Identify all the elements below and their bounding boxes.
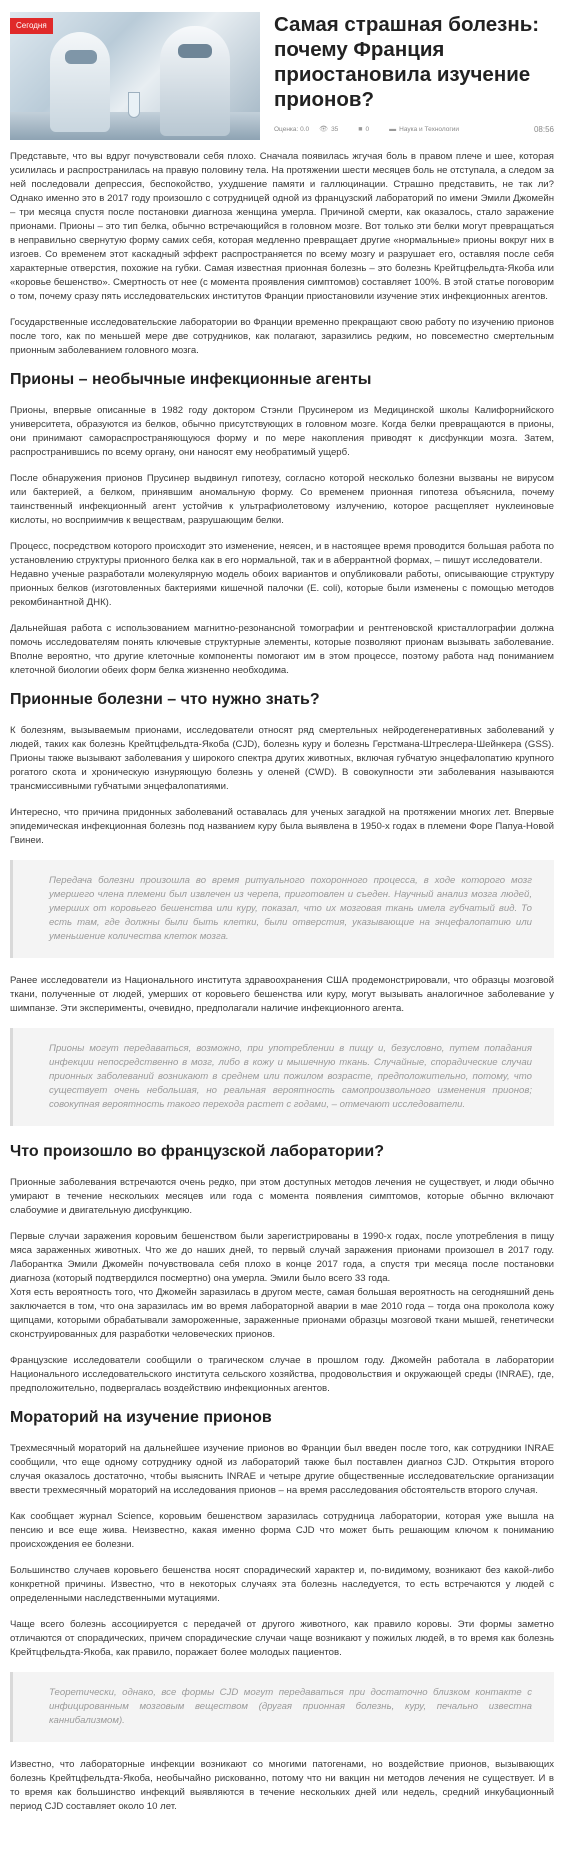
paragraph: Ранее исследователи из Национального института здравоохранения США продемонстрировали, что образцы мозговой ткани, полученные от людей, умерших от коровьего бешенства или куру, могут вызывать аналогичное заболевание у шимпанзе. Эти эксперименты, очевидно, предполагали наличие инфекционного агента. (10, 975, 554, 1014)
paragraph: Чаще всего болезнь ассоциируется с передачей от другого животного, как правило коровы. Эти формы заметно отличаются от спорадических, причем спорадические случаи чаще возникают у пожилых людей, в то время как болезнь Крейтцфельдта-Якоба, как правило, поражает более молодых пациентов. (10, 1619, 554, 1658)
eye-icon: 👁 (319, 126, 329, 133)
comment-icon: ■ (358, 126, 363, 133)
section-heading: Прионные болезни – что нужно знать? (10, 691, 320, 708)
section-heading: Мораторий на изучение прионов (10, 1409, 272, 1426)
paragraph: Хотя есть вероятность того, что Джомейн заразилась в другом месте, самая большая вероятность на сегодняшний день заключается в том, что она заразилась им во время лабораторной аварии в мае 2010 года – тогда она проколола кожу щипцами, которыми обрабатывали замороженные, зараженные прионами образцы мозговой ткани мышей, генетически сконструированных для разработки человеческих прионов. (10, 1287, 554, 1340)
paragraph: Большинство случаев коровьего бешенства носят спорадический характер и, по-видимому, возникают без какой-либо конкретной причины. Известно, что в некоторых случаях эта болезнь наследуется, то есть встречаются у людей с определенными наследственными мутациями. (10, 1565, 554, 1604)
article-image[interactable] (10, 12, 260, 140)
article-meta (274, 124, 554, 136)
blockquote (10, 1672, 554, 1742)
blockquote (10, 1028, 554, 1126)
paragraph: Трехмесячный мораторий на дальнейшее изучение прионов во Франции был введен после того, как сотрудники INRAE сообщили, что еще одному сотруднику одной из лабораторий также был поставлен диагноз CJD. Открытия второго случая оказалось достаточно, чтобы выяснить INRAE и четыре другие общественные исследовательские организации ввести трехмесячный мораторий на исследования прионов – на время расследования обстоятельств второго случая. (10, 1443, 554, 1496)
publish-time: 08:56 (533, 125, 554, 134)
quote-text: Передача болезни произошла во время ритуального похоронного процесса, в ходе которого мозг умершего члена племени был извлечен из черепа, приготовлен и съеден. Научный анализ мозга людей, умерших от коровьего бешенства или куру, показал, что их мозговая ткань имела губчатый вид. То есть там, где должны были быть клетки, были отверстия, указывающие на энцефалопатию или уменьшение количества клеток мозга. (49, 875, 532, 942)
paragraph: После обнаружения прионов Прусинер выдвинул гипотезу, согласно которой несколько болезни вызваны не вирусом или бактерией, а белком, принявшим аномальную форму. Со временем прионная гипотеза объяснила, почему таинственный инфекционный агент устойчив к ультрафиолетовому излучению, которое расщепляет нуклеиновые кислоты, но восприимчив к веществам, разрушающим белки. (10, 473, 554, 526)
paragraph: Известно, что лабораторные инфекции возникают со многими патогенами, но воздействие прионов, вызывающих болезнь Крейтцфельдта-Якоба, необычайно рискованно, потому что ни вакцин ни методов лечения не существует. И в то время как большинство инфекций выявляются в течение нескольких дней или недель, средний инкубационный период CJD составляет около 10 лет. (10, 1759, 554, 1812)
rating: Оценка: 0.0 (274, 126, 310, 133)
article-title: Самая страшная болезнь: почему Франция приостановила изучение прионов? (274, 13, 540, 111)
paragraph: Французские исследователи сообщили о трагическом случае в прошлом году. Джомейн работала в лаборатории Национального исследовательского института сельского хозяйства, продовольствия и окружающей среды (INRAE), где, предположительно, подвергалась воздействию инфекционных агентов. (10, 1355, 554, 1394)
paragraph: Прионные заболевания встречаются очень редко, при этом доступных методов лечения не существует, и люди обычно умирают в течение нескольких месяцев или года с момента появления симптомов, которые обычно включают слабоумие и двигательную дисфункцию. (10, 1177, 554, 1216)
quote-text: Теоретически, однако, все формы CJD могут передаваться при достаточно близком контакте с инфицированным мозговым веществом (другая прионная болезнь, куру, печально известна каннибализмом). (49, 1687, 532, 1726)
paragraph: Прионы, впервые описанные в 1982 году доктором Стэнли Прусинером из Медицинской школы Калифорнийского университета, образуются из белков, обычно присутствующих в головном мозге. Когда белки превращаются в прионы, они принимают самораспространяющуюся форму и по мере накопления приводят к дисфункции мозга. Затем, распространившись по всему органу, они наносят ему необратимый ущерб. (10, 405, 554, 458)
article-header (10, 12, 554, 316)
paragraph: Первые случаи заражения коровьим бешенством были зарегистрированы в 1990-х годах, после употребления в пищу мяса зараженных животных. Что же до наших дней, то первый случай заражения прионами произошел в 2017 году. Лаборантка Эмили Джомейн почувствовала себя плохо в конце 2017 года, а спустя три месяца после постановки диагноза (который подтвердился посмертно) она умерла. Эмили было всего 33 года. (10, 1231, 554, 1284)
today-badge[interactable]: Сегодня (10, 18, 53, 34)
paragraph: Как сообщает журнал Science, коровьим бешенством заразилась сотрудница лаборатории, которая уже вышла на пенсию и все еще жива. Неизвестно, какая именно форма CJD что может быть решающим ключом к пониманию происхождения ее болезни. (10, 1511, 554, 1550)
paragraph: К болезням, вызываемым прионами, исследователи относят ряд смертельных нейродегенеративных заболеваний у людей, таких как болезнь Крейтцфельдта-Якоба (CJD), болезнь куру и болезнь Герстмана-Штреслера-Шейнкера (GSS). Прионы также вызывают заболевания у широкого спектра других животных, включая губчатую энцефалопатию крупного рогатого скота и хроническую изнуряющую болезнь у оленей (CWD). В совокупности эти заболевания называются трансмиссивными губчатыми энцефалопатиями. (10, 725, 554, 792)
blockquote (10, 860, 554, 958)
section-heading: Прионы – необычные инфекционные агенты (10, 371, 372, 388)
paragraph: Недавно ученые разработали молекулярную модель обоих вариантов и опубликовали работы, описывающие структуру прионных белков (изготовленных бактериями кишечной палочки (E. coli), которые были изменены с помощью методов рекомбинантной ДНК). (10, 569, 554, 608)
paragraph: Интересно, что причина придонных заболеваний оставалась для ученых загадкой на протяжении многих лет. Впервые эпидемическая инфекционная болезнь под названием куру была выявлена в 1950-х годах в племени Форе Папуа-Новой Гвинеи. (10, 807, 554, 846)
paragraph: Государственные исследовательские лаборатории во Франции временно прекращают свою работу по изучению прионов после того, как по меньшей мере две сотрудников, как полагают, заразились редким, но повсеместно смертельным прионным заболеванием головного мозга. (10, 317, 554, 356)
comments-count[interactable]: 0 (365, 126, 370, 133)
category-link[interactable]: Наука и Технологии (399, 126, 459, 133)
views-count: 35 (331, 126, 339, 133)
section-heading: Что произошло во французской лаборатории? (10, 1143, 384, 1160)
paragraph: Процесс, посредством которого происходит это изменение, неясен, и в настоящее время проводится большая работа по установлению структуры прионного белка как в его нормальной, так и в аберрантной формах, – пишут исследователи. (10, 541, 554, 566)
folder-icon: ▬ (389, 126, 397, 133)
quote-text: Прионы могут передаваться, возможно, при употреблении в пищу и, безусловно, путем попадания инфекции непосредственно в мозг, либо в кожу и мышечную ткань. Случайные, спорадические случаи прионных заболеваний возникают в среднем или пожилом возрасте, предположительно, потому, что существует очень небольшая, но реальная вероятность самопроизвольного изменения прионов; совокупная вероятность такого перехода растет с годами, – отмечают исследователи. (49, 1043, 532, 1110)
paragraph: Дальнейшая работа с использованием магнитно-резонансной томографии и рентгеновской кристаллографии должна помочь исследователям понять ключевые структурные элементы, которые позволяют прионам вызывать заболевание. Вполне вероятно, что другие клеточные компоненты помогают им в этом процессе, поэтому работа над пониманием клеточной биологии обеих форм белка жизненно необходима. (10, 623, 554, 676)
intro-paragraph: Представьте, что вы вдруг почувствовали себя плохо. Сначала появилась жгучая боль в правом плече и шее, которая усилилась и распространилась на правую половину тела. На протяжении шести месяцев боль не отступала, а следом за ней последовали депрессия, беспокойство, ухудшение памяти и галлюцинации. Страшно представить, не так ли? Однако именно это в 2017 году произошло с сотрудницей одной из французский лабораторий по имени Эмили Джомейн – три месяца спустя после постановки диагноза женщина умерла. Причиной смерти, как оказалось, стало заражение прионами. Прионы – это тип белка, обычно встречающийся в головном мозге. Вот только эти белки могут превращаться в неправильно свернутую форму самих себя, которая медленно превращает другие «нормальные» прионы вокруг них в изгоев. Со временем этот каскадный эффект распространяется по всему мозгу и разрушает его, оставляя после себя характерные отверстия, похожие на губки. Самая известная прионная болезнь – это болезнь Крейтцфельдта-Якоба или «коровье бешенство». Смертность от нее (с момента проявления симптомов) составляет 100%. В этой статье поговорим о том, почему сразу пять исследовательских институтов Франции приостановили изучение этих инфекционных агентов. (10, 151, 554, 302)
